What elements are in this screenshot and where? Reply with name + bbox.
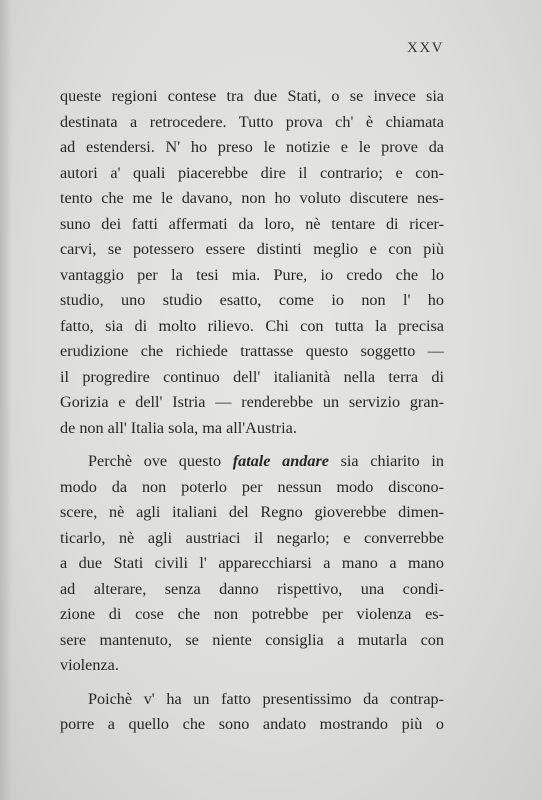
text-line: studio, uno studio esatto, come io non l' ho	[60, 291, 444, 309]
paragraph-3	[60, 687, 444, 738]
text-line: a due Stati civili l' apparecchiarsi a mano a mano	[60, 554, 444, 572]
page-spine-shadow	[0, 0, 12, 800]
text-line: de non all' Italia sola, ma all'Austria.	[60, 418, 297, 437]
text-line: violenza.	[60, 656, 119, 674]
text-line: Gorizia e dell' Istria — renderebbe un servizio gran-	[60, 393, 444, 411]
text-line: zione di cose che non potrebbe per violenza es-	[60, 605, 444, 623]
text-line: suno dei fatti affermati da loro, nè tentare di ricer-	[60, 214, 444, 233]
text-line: ad estendersi. N' ho preso le notizie e le prove da	[60, 138, 444, 156]
text-line: vantaggio per la tesi mia. Pure, io credo che lo	[60, 265, 444, 284]
text-line: porre a quello che sono andato mostrando più o	[60, 715, 444, 733]
text-line	[60, 449, 444, 475]
text-line: sere mantenuto, se niente consiglia a mutarla con	[60, 630, 444, 649]
text-line: autori a' quali piacerebbe dire il contrario; e con-	[60, 163, 444, 182]
body-text	[60, 84, 444, 738]
text-line: il progredire continuo dell' italianità nella terra di	[60, 367, 444, 386]
text-line: Poichè v' ha un fatto presentissimo da contrap-	[88, 689, 444, 708]
text-line: scere, nè agli italiani del Regno gioverebbe dimen-	[60, 503, 444, 521]
text-line: erudizione che richiede trattasse questo soggetto —	[60, 342, 444, 360]
paragraph-2	[60, 449, 444, 679]
text-line: fatto, sia di molto rilievo. Chi con tutta la precisa	[60, 316, 444, 335]
emphasis-text: fatale andare	[232, 452, 329, 470]
text-run: sia chiarito in	[328, 452, 445, 470]
text-line: ticarlo, nè agli austriaci il negarlo; e converrebbe	[60, 528, 444, 547]
text-line: destinata a retrocedere. Tutto prova ch' è chiamata	[60, 112, 444, 131]
text-line: queste regioni contese tra due Stati, o se invece sia	[60, 87, 444, 105]
text-line: ad alterare, senza danno rispettivo, una condi-	[60, 579, 444, 598]
paragraph-1	[60, 84, 444, 441]
text-line: tento che me le davano, non ho voluto discutere nes-	[60, 189, 444, 207]
page-number: XXV	[407, 40, 444, 56]
text-run: Perchè ove questo	[88, 452, 233, 470]
text-line: carvi, se potessero essere distinti meglio e con più	[60, 240, 444, 258]
text-line: modo da non poterlo per nessun modo discono-	[60, 477, 444, 496]
